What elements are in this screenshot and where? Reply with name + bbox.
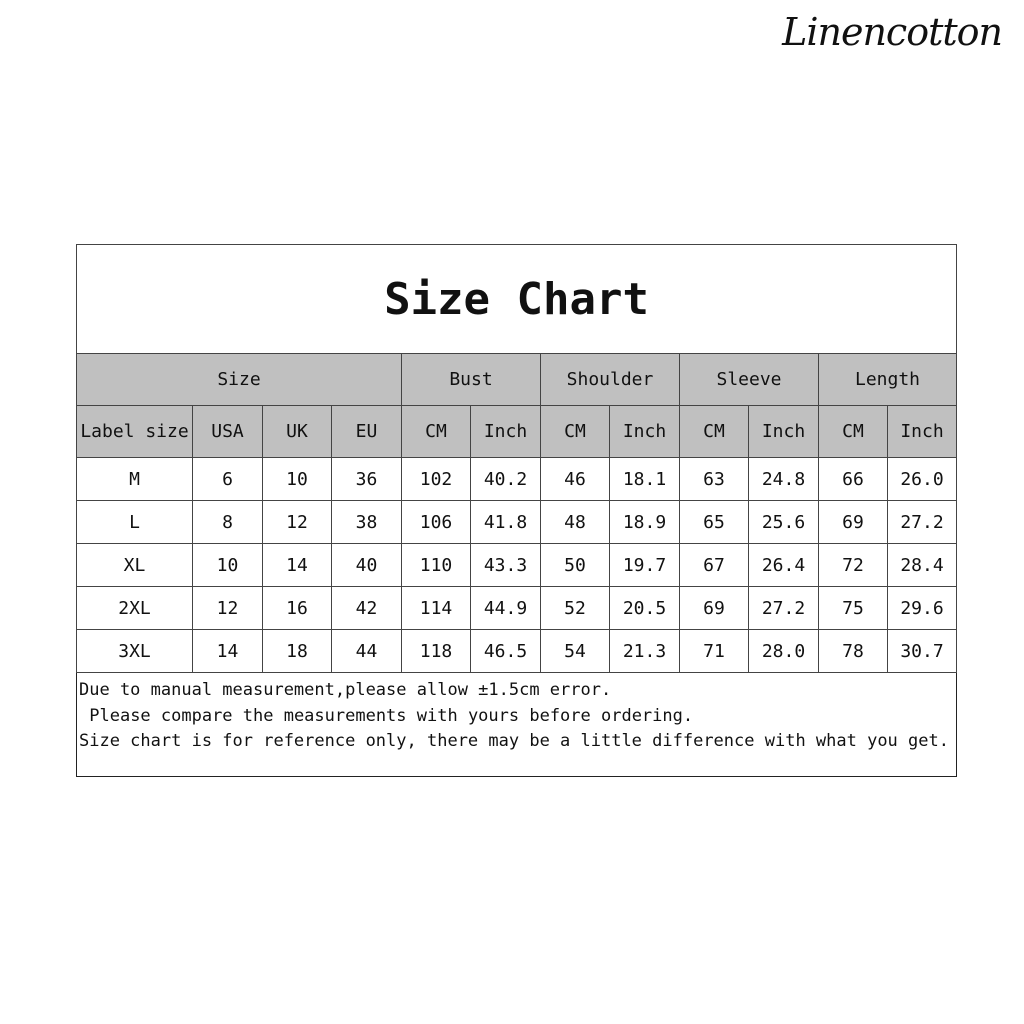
cell-length-inch: 29.6 <box>888 587 957 630</box>
group-header-size: Size <box>77 354 402 406</box>
cell-eu: 36 <box>332 458 402 501</box>
sub-header-usa: USA <box>193 406 263 458</box>
cell-bust-cm: 114 <box>402 587 471 630</box>
cell-shoulder-cm: 54 <box>541 630 610 673</box>
cell-sleeve-inch: 26.4 <box>749 544 819 587</box>
cell-shoulder-cm: 50 <box>541 544 610 587</box>
cell-bust-cm: 102 <box>402 458 471 501</box>
group-header-shoulder: Shoulder <box>541 354 680 406</box>
sub-header-length-inch: Inch <box>888 406 957 458</box>
group-header-length: Length <box>819 354 957 406</box>
cell-usa: 12 <box>193 587 263 630</box>
cell-shoulder-inch: 18.1 <box>610 458 680 501</box>
cell-bust-cm: 106 <box>402 501 471 544</box>
cell-length-inch: 27.2 <box>888 501 957 544</box>
sub-header-eu: EU <box>332 406 402 458</box>
cell-bust-inch: 41.8 <box>471 501 541 544</box>
cell-bust-inch: 46.5 <box>471 630 541 673</box>
cell-label-size: 3XL <box>77 630 193 673</box>
sub-header-length-cm: CM <box>819 406 888 458</box>
cell-length-cm: 75 <box>819 587 888 630</box>
cell-shoulder-cm: 48 <box>541 501 610 544</box>
sub-header-label-size: Label size <box>77 406 193 458</box>
cell-length-cm: 66 <box>819 458 888 501</box>
cell-label-size: L <box>77 501 193 544</box>
group-header-sleeve: Sleeve <box>680 354 819 406</box>
cell-shoulder-inch: 20.5 <box>610 587 680 630</box>
cell-sleeve-cm: 65 <box>680 501 749 544</box>
cell-uk: 10 <box>263 458 332 501</box>
cell-sleeve-inch: 25.6 <box>749 501 819 544</box>
cell-length-inch: 30.7 <box>888 630 957 673</box>
cell-uk: 18 <box>263 630 332 673</box>
brand-logo: Linencotton <box>782 10 1002 54</box>
chart-title: Size Chart <box>77 245 957 354</box>
cell-usa: 10 <box>193 544 263 587</box>
sub-header-shoulder-cm: CM <box>541 406 610 458</box>
cell-eu: 40 <box>332 544 402 587</box>
cell-uk: 12 <box>263 501 332 544</box>
size-chart <box>76 244 957 777</box>
cell-uk: 14 <box>263 544 332 587</box>
sub-header-shoulder-inch: Inch <box>610 406 680 458</box>
cell-label-size: XL <box>77 544 193 587</box>
cell-usa: 6 <box>193 458 263 501</box>
cell-sleeve-inch: 28.0 <box>749 630 819 673</box>
cell-usa: 14 <box>193 630 263 673</box>
sub-header-sleeve-inch: Inch <box>749 406 819 458</box>
cell-sleeve-cm: 67 <box>680 544 749 587</box>
table-row <box>77 458 957 501</box>
table-row <box>77 501 957 544</box>
sub-header-bust-cm: CM <box>402 406 471 458</box>
sub-header-row <box>77 406 957 458</box>
note-line: Size chart is for reference only, there may be a little difference with what you get. <box>79 731 949 751</box>
cell-uk: 16 <box>263 587 332 630</box>
sub-header-bust-inch: Inch <box>471 406 541 458</box>
cell-length-cm: 69 <box>819 501 888 544</box>
cell-sleeve-cm: 63 <box>680 458 749 501</box>
note-line: Please compare the measurements with yours before ordering. <box>79 705 694 726</box>
cell-bust-cm: 110 <box>402 544 471 587</box>
note-line: Due to manual measurement,please allow ±1.5cm error. <box>79 680 612 700</box>
cell-shoulder-inch: 18.9 <box>610 501 680 544</box>
table-row <box>77 544 957 587</box>
table-row <box>77 587 957 630</box>
cell-sleeve-inch: 24.8 <box>749 458 819 501</box>
sub-header-uk: UK <box>263 406 332 458</box>
cell-shoulder-cm: 52 <box>541 587 610 630</box>
cell-eu: 42 <box>332 587 402 630</box>
size-table <box>76 244 957 673</box>
table-row <box>77 630 957 673</box>
cell-bust-inch: 40.2 <box>471 458 541 501</box>
cell-eu: 44 <box>332 630 402 673</box>
cell-sleeve-inch: 27.2 <box>749 587 819 630</box>
cell-length-cm: 78 <box>819 630 888 673</box>
cell-sleeve-cm: 69 <box>680 587 749 630</box>
cell-length-inch: 26.0 <box>888 458 957 501</box>
cell-label-size: M <box>77 458 193 501</box>
cell-shoulder-inch: 19.7 <box>610 544 680 587</box>
cell-shoulder-inch: 21.3 <box>610 630 680 673</box>
cell-label-size: 2XL <box>77 587 193 630</box>
sub-header-sleeve-cm: CM <box>680 406 749 458</box>
notes <box>79 678 955 755</box>
cell-eu: 38 <box>332 501 402 544</box>
cell-shoulder-cm: 46 <box>541 458 610 501</box>
cell-bust-inch: 44.9 <box>471 587 541 630</box>
cell-bust-cm: 118 <box>402 630 471 673</box>
group-header-bust: Bust <box>402 354 541 406</box>
group-header-row <box>77 354 957 406</box>
cell-bust-inch: 43.3 <box>471 544 541 587</box>
cell-usa: 8 <box>193 501 263 544</box>
cell-length-cm: 72 <box>819 544 888 587</box>
cell-sleeve-cm: 71 <box>680 630 749 673</box>
cell-length-inch: 28.4 <box>888 544 957 587</box>
